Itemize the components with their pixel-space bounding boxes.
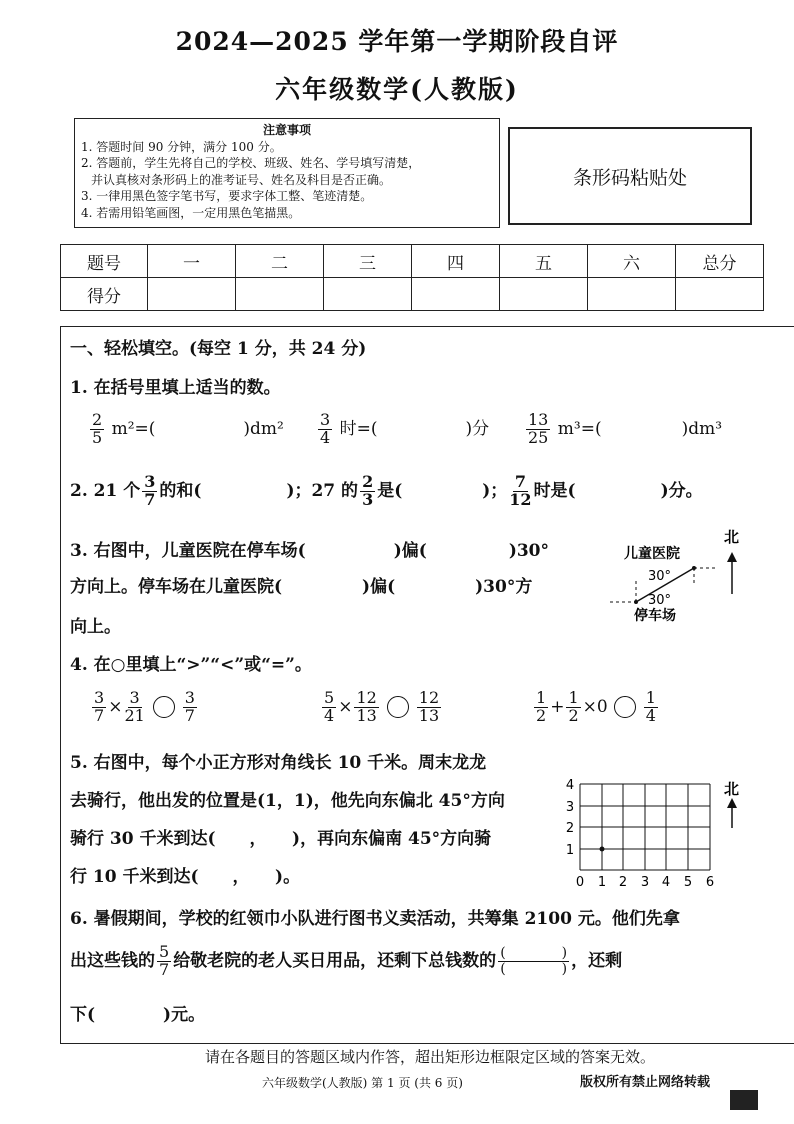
score-header-cell: 总分 [676, 245, 764, 278]
notes-item: 并认真核对条形码上的准考证号、姓名及科目是否正确。 [91, 172, 392, 187]
q5-line2: 去骑行，他出发的位置是(1，1)，他先向东偏北 45°方向 [70, 791, 505, 811]
q1-prompt: 1. 在括号里填上适当的数。 [70, 378, 281, 398]
notes-heading: 注意事项 [262, 123, 311, 137]
coordinate-grid [560, 770, 756, 894]
parking-point [634, 600, 638, 604]
direction-diagram [596, 522, 756, 632]
fraction: $\frac{7}{12}$ [509, 472, 532, 509]
q2-line: 2. 21 个 $\frac{3}{7}$ 的和( )；27 的 $\frac{2}{3}$ 是( )； $\frac{7}{12}$ 时是( )分。 [70, 472, 703, 509]
angle-label: 30° [648, 569, 672, 584]
notes-item: 3. 一律用黑色签字笔书写，要求字体工整、笔迹清楚。 [81, 189, 373, 203]
score-cell[interactable] [500, 278, 588, 311]
q3-line3: 向上。 [70, 617, 121, 637]
q4-compare-2: $\frac{5}{4}$ × $\frac{12}{13}$ $\frac{12}{13}$ [324, 688, 440, 725]
notes-item: 4. 若需用铅笔画图，一定用黑色笔描黑。 [81, 205, 301, 220]
x-tick-label: 5 [683, 875, 693, 890]
x-tick-label: 6 [705, 875, 715, 890]
x-tick-label: 4 [661, 875, 671, 890]
score-cell[interactable] [412, 278, 500, 311]
hospital-label: 儿童医院 [624, 546, 680, 562]
corner-mark [730, 1090, 758, 1110]
score-header-cell: 题号 [61, 245, 148, 278]
fraction: $\frac{2}{5}$ [92, 410, 103, 447]
exam-title: 2024—2025 学年第一学期阶段自评 [175, 27, 619, 56]
q3-line2: 方向上。停车场在儿童医院( )偏( )30°方 [70, 577, 533, 597]
hospital-point [692, 566, 696, 570]
y-tick-label: 1 [565, 843, 575, 858]
x-tick-label: 0 [575, 875, 585, 890]
y-tick-label: 3 [565, 800, 575, 815]
score-header-cell: 一 [148, 245, 236, 278]
north-label: 北 [724, 528, 740, 546]
y-tick-label: 2 [565, 821, 575, 836]
barcode-area [508, 127, 752, 225]
start-point [600, 847, 605, 852]
q5-line3: 骑行 30 千米到达( ， )，再向东偏南 45°方向骑 [70, 829, 492, 849]
q6-line2: 出这些钱的 $\frac{5}{7}$ 给敬老院的老人买日用品，还剩下总钱数的 $\frac{( )}{( )}$ ，还剩 [70, 942, 623, 979]
fraction: $\frac{3}{7}$ [94, 688, 105, 725]
score-cell[interactable] [236, 278, 324, 311]
north-arrow-head-icon [727, 552, 737, 562]
blank-fraction[interactable]: $\frac{( )}{( )}$ [500, 945, 568, 977]
fraction: $\frac{3}{7}$ [144, 472, 156, 509]
score-cell[interactable] [676, 278, 764, 311]
q1-expression: $\frac{2}{5}$ m²=( )dm² [92, 410, 284, 447]
fraction: $\frac{12}{13}$ [418, 688, 440, 725]
notes-item: 2. 答题前，学生先将自己的学校、班级、姓名、学号填写清楚， [81, 156, 421, 170]
x-tick-label: 1 [597, 875, 607, 890]
angle-label: 30° [648, 593, 672, 608]
fraction: $\frac{3}{4}$ [320, 410, 331, 447]
score-cell[interactable] [324, 278, 412, 311]
fraction: $\frac{5}{7}$ [159, 942, 170, 979]
grid-lines [580, 784, 710, 870]
fraction: $\frac{5}{4}$ [324, 688, 335, 725]
score-header-cell: 五 [500, 245, 588, 278]
copyright-notice: 版权所有禁止网络转载 [580, 1075, 711, 1090]
answer-area-warning: 请在各题目的答题区域内作答，超出矩形边框限定区域的答案无效。 [204, 1048, 655, 1066]
q5-line1: 5. 右图中，每个小正方形对角线长 10 千米。周末龙龙 [70, 753, 487, 773]
compare-circle[interactable] [153, 696, 175, 718]
score-header-cell: 二 [236, 245, 324, 278]
fraction: $\frac{1}{2}$ [568, 688, 579, 725]
fraction: $\frac{3}{21}$ [124, 688, 145, 725]
barcode-label: 条形码粘贴处 [572, 166, 687, 189]
q3-line1: 3. 右图中，儿童医院在停车场( )偏( )30° [70, 541, 550, 561]
compare-circle[interactable] [387, 696, 409, 718]
section1-heading: 一、轻松填空。(每空 1 分，共 24 分) [70, 339, 367, 359]
fraction: $\frac{1}{4}$ [645, 688, 656, 725]
fraction: $\frac{3}{7}$ [184, 688, 195, 725]
q6-line3: 下( )元。 [70, 1005, 206, 1025]
fraction: $\frac{12}{13}$ [356, 688, 377, 725]
north-label: 北 [724, 780, 740, 798]
x-tick-label: 3 [640, 875, 650, 890]
fraction: $\frac{2}{3}$ [362, 472, 374, 509]
q5-line4: 行 10 千米到达( ， )。 [70, 867, 301, 887]
page-number: 六年级数学(人教版) 第 1 页 (共 6 页) [262, 1076, 463, 1090]
north-arrow-head-icon [727, 798, 737, 808]
score-header-cell: 三 [324, 245, 412, 278]
q4-compare-3: $\frac{1}{2}$ + $\frac{1}{2}$ ×0 $\frac{1}{4}$ [536, 688, 656, 725]
fraction: $\frac{1}{2}$ [536, 688, 547, 725]
score-cell[interactable] [148, 278, 236, 311]
score-cell[interactable] [588, 278, 676, 311]
q4-prompt: 4. 在○里填上“>”“<”或“=”。 [70, 655, 312, 675]
compare-circle[interactable] [614, 696, 636, 718]
y-tick-label: 4 [565, 778, 575, 793]
notes-item: 1. 答题时间 90 分钟，满分 100 分。 [81, 139, 282, 154]
parking-label: 停车场 [634, 608, 676, 624]
score-header-cell: 四 [412, 245, 500, 278]
q6-line1: 6. 暑假期间，学校的红领巾小队进行图书义卖活动，共筹集 2100 元。他们先拿 [70, 909, 680, 929]
q1-expression: $\frac{3}{4}$ 时=( )分 [320, 410, 490, 447]
score-row-label: 得分 [61, 278, 148, 311]
score-header-cell: 六 [588, 245, 676, 278]
exam-subtitle: 六年级数学(人教版) [275, 75, 519, 104]
q1-expression: $\frac{13}{25}$ m³=( )dm³ [528, 410, 723, 447]
score-table [60, 244, 764, 311]
x-tick-label: 2 [618, 875, 628, 890]
notes-box [74, 118, 500, 228]
fraction: $\frac{13}{25}$ [528, 410, 549, 447]
q4-compare-1: $\frac{3}{7}$ × $\frac{3}{21}$ $\frac{3}{7}$ [94, 688, 195, 725]
